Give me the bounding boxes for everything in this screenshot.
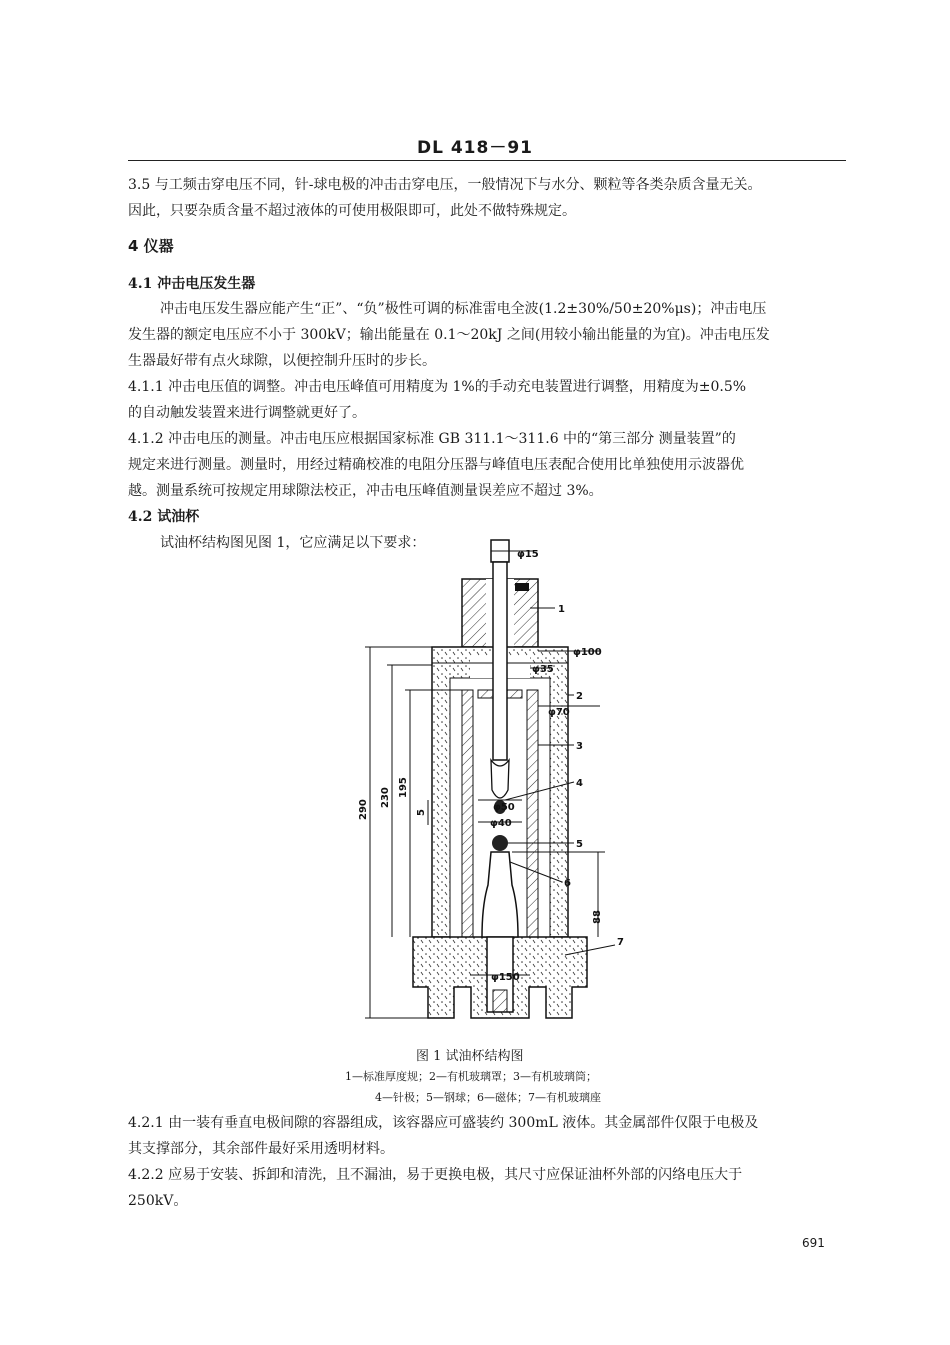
dim-d150: φ150 (491, 972, 520, 983)
section-4-title: 4 仪器 (128, 237, 174, 255)
figure-caption: 图 1 试油杯结构图 (416, 1049, 524, 1064)
dim-d15: φ15 (517, 549, 539, 560)
header-rule (128, 160, 846, 161)
dim-d40: φ40 (490, 818, 512, 829)
figure-legend-line-2: 4—针极；5—钢球；6—磁体；7—有机玻璃座 (375, 1091, 601, 1104)
dim-h290: 290 (358, 799, 369, 820)
part-label-2: 2 (576, 691, 583, 702)
clause-4-1-1-line-1: 4.1.1 冲击电压值的调整。冲击电压峰值可用精度为 1%的手动充电装置进行调整，用精度为±0.5% (128, 379, 747, 395)
clause-4-1-line-1: 冲击电压发生器应能产生“正”、“负”极性可调的标准雷电全波(1.2±30%/50±20%μs)；冲击电压 (160, 301, 767, 317)
page-number: 691 (802, 1236, 825, 1250)
needle-electrode (491, 540, 509, 814)
clause-4-1-line-2: 发生器的额定电压应不小于 300kV；输出能量在 0.1～20kJ 之间(用较小输出能量的为宜)。冲击电压发 (128, 327, 770, 343)
clause-4-2-title: 4.2 试油杯 (128, 509, 200, 525)
part-label-7: 7 (617, 937, 624, 948)
dim-d70: φ70 (548, 707, 570, 718)
figure-legend-line-1: 1—标准厚度规；2—有机玻璃罩；3—有机玻璃筒； (345, 1070, 597, 1083)
clause-4-2-2-line-2: 250kV。 (128, 1193, 188, 1209)
dim-h5: 5 (416, 809, 427, 816)
dim-d100: φ100 (573, 647, 602, 658)
clause-4-1-2-line-1: 4.1.2 冲击电压的测量。冲击电压应根据国家标准 GB 311.1～311.6 中的“第三部分 测量装置”的 (128, 431, 736, 447)
clause-4-2-1-line-2: 其支撑部分，其余部件最好采用透明材料。 (128, 1141, 394, 1157)
dim-h88: 88 (592, 910, 603, 924)
clause-4-2-1-line-1: 4.2.1 由一装有垂直电极间隙的容器组成，该容器应可盛装约 300mL 液体。其金属部件仅限于电极及 (128, 1115, 759, 1131)
clause-4-2-intro: 试油杯结构图见图 1，它应满足以下要求： (160, 535, 426, 551)
clause-4-1-title: 4.1 冲击电压发生器 (128, 276, 256, 292)
clause-3-5-line-2: 因此，只要杂质含量不超过液体的可使用极限即可，此处不做特殊规定。 (128, 203, 576, 219)
part-label-5: 5 (576, 839, 583, 850)
dim-h195: 195 (398, 777, 409, 798)
oil-cup-diagram (340, 536, 660, 1036)
part-label-1: 1 (558, 604, 565, 615)
clause-3-5-line-1: 3.5 与工频击穿电压不同，针-球电极的冲击击穿电压，一般情况下与水分、颗粒等各类杂质含量无关。 (128, 177, 762, 193)
clause-4-1-2-line-3: 越。测量系统可按规定用球隙法校正，冲击电压峰值测量误差应不超过 3%。 (128, 483, 603, 499)
dim-d50: φ50 (493, 802, 515, 813)
document-code-header: DL 418－91 (416, 138, 533, 158)
clause-4-2-2-line-1: 4.2.2 应易于安装、拆卸和清洗，且不漏油，易于更换电极，其尺寸应保证油杯外部的闪络电压大于 (128, 1167, 743, 1183)
clause-4-1-1-line-2: 的自动触发装置来进行调整就更好了。 (128, 405, 366, 421)
dim-d35: φ35 (532, 664, 554, 675)
part-label-3: 3 (576, 741, 583, 752)
part-label-4: 4 (576, 778, 583, 789)
part-label-6: 6 (564, 878, 571, 889)
dim-h230: 230 (380, 787, 391, 808)
clause-4-1-2-line-2: 规定来进行测量。测量时，用经过精确校准的电阻分压器与峰值电压表配合使用比单独使用示波器优 (128, 457, 744, 473)
clause-4-1-line-3: 生器最好带有点火球隙，以便控制升压时的步长。 (128, 353, 436, 369)
